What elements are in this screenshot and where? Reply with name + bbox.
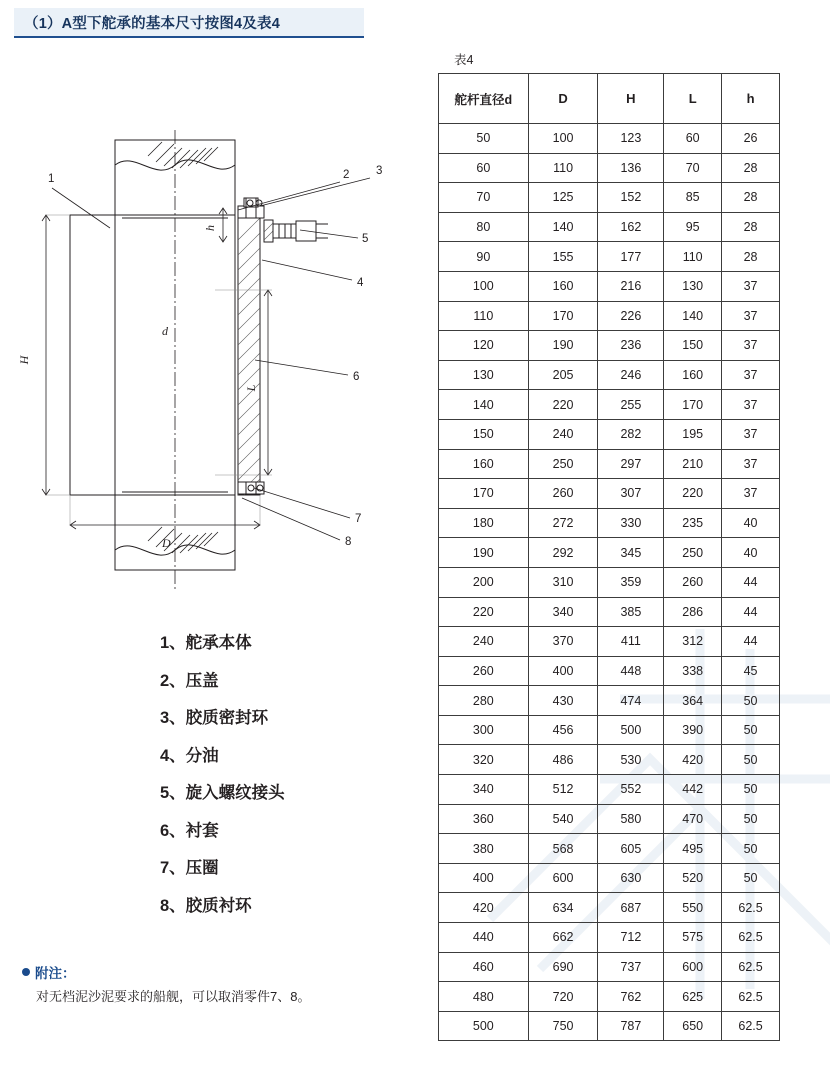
table-cell: 486 xyxy=(528,745,598,775)
table-cell: 540 xyxy=(528,804,598,834)
table-cell: 240 xyxy=(439,627,529,657)
table-cell: 130 xyxy=(439,360,529,390)
table-row xyxy=(439,360,780,390)
table-cell: 520 xyxy=(664,863,722,893)
table-cell: 50 xyxy=(722,686,780,716)
table-cell: 440 xyxy=(439,923,529,953)
table-cell: 150 xyxy=(664,331,722,361)
table-row xyxy=(439,449,780,479)
callout-8: 8 xyxy=(345,536,352,548)
table-cell: 456 xyxy=(528,715,598,745)
column-header-L: L xyxy=(664,74,722,124)
table-cell: 40 xyxy=(722,538,780,568)
table-cell: 205 xyxy=(528,360,598,390)
table-row xyxy=(439,923,780,953)
table-cell: 480 xyxy=(439,982,529,1012)
table-cell: 737 xyxy=(598,952,664,982)
table-cell: 235 xyxy=(664,508,722,538)
table-cell: 530 xyxy=(598,745,664,775)
table-cell: 297 xyxy=(598,449,664,479)
table-row xyxy=(439,567,780,597)
table-cell: 162 xyxy=(598,212,664,242)
table-cell: 605 xyxy=(598,834,664,864)
table-caption: 表4 xyxy=(454,53,474,67)
table-cell: 320 xyxy=(439,745,529,775)
column-header-H: H xyxy=(598,74,664,124)
table-cell: 600 xyxy=(528,863,598,893)
table-cell: 787 xyxy=(598,1011,664,1041)
table-cell: 44 xyxy=(722,627,780,657)
table-row xyxy=(439,893,780,923)
table-cell: 110 xyxy=(439,301,529,331)
table-cell: 26 xyxy=(722,124,780,154)
table-cell: 44 xyxy=(722,567,780,597)
table-cell: 420 xyxy=(664,745,722,775)
table-cell: 37 xyxy=(722,449,780,479)
table-row xyxy=(439,804,780,834)
table-cell: 37 xyxy=(722,301,780,331)
dim-label-L: L xyxy=(244,384,258,392)
table-cell: 37 xyxy=(722,479,780,509)
table-cell: 255 xyxy=(598,390,664,420)
dim-label-D: D xyxy=(162,536,171,550)
table-cell: 220 xyxy=(528,390,598,420)
table-cell: 250 xyxy=(528,449,598,479)
table-cell: 62.5 xyxy=(722,982,780,1012)
table-cell: 662 xyxy=(528,923,598,953)
table-cell: 390 xyxy=(664,715,722,745)
table-cell: 200 xyxy=(439,567,529,597)
table-cell: 95 xyxy=(664,212,722,242)
table-cell: 260 xyxy=(439,656,529,686)
drawing-svg xyxy=(10,120,430,630)
table-cell: 177 xyxy=(598,242,664,272)
table-cell: 150 xyxy=(439,419,529,449)
column-header-h: h xyxy=(722,74,780,124)
table-cell: 634 xyxy=(528,893,598,923)
table-cell: 140 xyxy=(664,301,722,331)
table-cell: 40 xyxy=(722,508,780,538)
table-cell: 210 xyxy=(664,449,722,479)
list-item: 5、旋入螺纹接头 xyxy=(160,784,285,802)
table-cell: 110 xyxy=(664,242,722,272)
table-row xyxy=(439,834,780,864)
callout-6: 6 xyxy=(353,371,360,383)
table-cell: 37 xyxy=(722,419,780,449)
footnote xyxy=(22,962,422,1006)
table-cell: 62.5 xyxy=(722,923,780,953)
table-cell: 460 xyxy=(439,952,529,982)
table-cell: 170 xyxy=(664,390,722,420)
table-cell: 190 xyxy=(528,331,598,361)
callout-3: 3 xyxy=(376,165,383,177)
table-cell: 292 xyxy=(528,538,598,568)
table-cell: 300 xyxy=(439,715,529,745)
table-cell: 62.5 xyxy=(722,893,780,923)
table-cell: 60 xyxy=(439,153,529,183)
table-cell: 286 xyxy=(664,597,722,627)
table-cell: 345 xyxy=(598,538,664,568)
table-cell: 28 xyxy=(722,183,780,213)
table-cell: 385 xyxy=(598,597,664,627)
list-item: 7、压圈 xyxy=(160,859,219,877)
footnote-heading-text: 附注： xyxy=(35,966,76,981)
list-item: 8、胶质衬环 xyxy=(160,896,252,915)
callout-2: 2 xyxy=(343,169,350,181)
table-row xyxy=(439,479,780,509)
table-row xyxy=(439,508,780,538)
dim-label-d: d xyxy=(162,324,168,338)
table-cell: 155 xyxy=(528,242,598,272)
table-row xyxy=(439,271,780,301)
technical-drawing xyxy=(10,120,430,630)
table-cell: 152 xyxy=(598,183,664,213)
table-cell: 575 xyxy=(664,923,722,953)
section-header xyxy=(14,8,364,38)
table-cell: 282 xyxy=(598,419,664,449)
table-cell: 246 xyxy=(598,360,664,390)
table-cell: 580 xyxy=(598,804,664,834)
table-cell: 312 xyxy=(664,627,722,657)
table-row xyxy=(439,390,780,420)
callout-7: 7 xyxy=(355,513,362,525)
table-cell: 120 xyxy=(439,331,529,361)
table-cell: 220 xyxy=(664,479,722,509)
table-cell: 359 xyxy=(598,567,664,597)
table-cell: 140 xyxy=(439,390,529,420)
table-cell: 62.5 xyxy=(722,952,780,982)
table-cell: 226 xyxy=(598,301,664,331)
callout-4: 4 xyxy=(357,277,364,289)
table-row xyxy=(439,242,780,272)
table-cell: 37 xyxy=(722,360,780,390)
table-cell: 28 xyxy=(722,242,780,272)
table-cell: 100 xyxy=(528,124,598,154)
table-cell: 750 xyxy=(528,1011,598,1041)
table-cell: 650 xyxy=(664,1011,722,1041)
table-cell: 474 xyxy=(598,686,664,716)
table-cell: 420 xyxy=(439,893,529,923)
table-row xyxy=(439,982,780,1012)
parts-legend xyxy=(160,635,430,935)
list-item: 1、舵承本体 xyxy=(160,634,252,652)
table-cell: 37 xyxy=(722,390,780,420)
table-cell: 272 xyxy=(528,508,598,538)
column-header-D: D xyxy=(528,74,598,124)
table-cell: 310 xyxy=(528,567,598,597)
table-cell: 160 xyxy=(528,271,598,301)
table-cell: 280 xyxy=(439,686,529,716)
table-cell: 340 xyxy=(439,775,529,805)
table-cell: 411 xyxy=(598,627,664,657)
table-cell: 50 xyxy=(722,775,780,805)
dimensions-table xyxy=(438,73,780,1041)
table-cell: 550 xyxy=(664,893,722,923)
table-cell: 630 xyxy=(598,863,664,893)
table-cell: 360 xyxy=(439,804,529,834)
table-cell: 62.5 xyxy=(722,1011,780,1041)
table-cell: 80 xyxy=(439,212,529,242)
table-row xyxy=(439,212,780,242)
table-cell: 470 xyxy=(664,804,722,834)
table-cell: 600 xyxy=(664,952,722,982)
table-cell: 60 xyxy=(664,124,722,154)
table-cell: 50 xyxy=(722,834,780,864)
table-cell: 28 xyxy=(722,212,780,242)
table-cell: 45 xyxy=(722,656,780,686)
table-cell: 50 xyxy=(439,124,529,154)
table-row xyxy=(439,183,780,213)
table-cell: 50 xyxy=(722,863,780,893)
table-cell: 370 xyxy=(528,627,598,657)
table-cell: 170 xyxy=(439,479,529,509)
table-cell: 240 xyxy=(528,419,598,449)
table-cell: 123 xyxy=(598,124,664,154)
table-cell: 37 xyxy=(722,331,780,361)
table-row xyxy=(439,301,780,331)
table-cell: 552 xyxy=(598,775,664,805)
dimensions-table-block xyxy=(432,50,822,1041)
list-item: 2、压盖 xyxy=(160,671,219,690)
callout-5: 5 xyxy=(362,233,369,245)
table-row xyxy=(439,952,780,982)
table-row xyxy=(439,419,780,449)
table-row xyxy=(439,1011,780,1041)
table-cell: 712 xyxy=(598,923,664,953)
table-cell: 50 xyxy=(722,715,780,745)
table-cell: 400 xyxy=(439,863,529,893)
table-cell: 160 xyxy=(439,449,529,479)
table-cell: 190 xyxy=(439,538,529,568)
table-cell: 140 xyxy=(528,212,598,242)
table-cell: 216 xyxy=(598,271,664,301)
table-cell: 44 xyxy=(722,597,780,627)
list-item: 3、胶质密封环 xyxy=(160,709,269,727)
table-cell: 50 xyxy=(722,804,780,834)
table-row xyxy=(439,863,780,893)
table-cell: 100 xyxy=(439,271,529,301)
table-cell: 136 xyxy=(598,153,664,183)
table-row xyxy=(439,775,780,805)
table-cell: 720 xyxy=(528,982,598,1012)
table-cell: 687 xyxy=(598,893,664,923)
table-row xyxy=(439,124,780,154)
footnote-heading xyxy=(22,962,422,982)
table-row xyxy=(439,153,780,183)
table-cell: 380 xyxy=(439,834,529,864)
table-cell: 495 xyxy=(664,834,722,864)
dim-label-H: H xyxy=(17,355,31,365)
table-cell: 90 xyxy=(439,242,529,272)
table-cell: 85 xyxy=(664,183,722,213)
table-cell: 260 xyxy=(664,567,722,597)
table-row xyxy=(439,627,780,657)
table-cell: 500 xyxy=(439,1011,529,1041)
table-cell: 512 xyxy=(528,775,598,805)
table-cell: 37 xyxy=(722,271,780,301)
table-cell: 330 xyxy=(598,508,664,538)
bullet-icon xyxy=(22,968,30,976)
table-cell: 568 xyxy=(528,834,598,864)
table-header-row xyxy=(439,74,780,124)
column-header-d: 舵杆直径d xyxy=(439,74,529,124)
table-cell: 160 xyxy=(664,360,722,390)
table-row xyxy=(439,745,780,775)
table-cell: 220 xyxy=(439,597,529,627)
table-cell: 125 xyxy=(528,183,598,213)
list-item: 4、分油 xyxy=(160,746,219,765)
table-cell: 236 xyxy=(598,331,664,361)
list-item: 6、衬套 xyxy=(160,821,219,840)
table-cell: 260 xyxy=(528,479,598,509)
table-cell: 364 xyxy=(664,686,722,716)
table-row xyxy=(439,686,780,716)
table-cell: 625 xyxy=(664,982,722,1012)
table-row xyxy=(439,538,780,568)
callout-1: 1 xyxy=(48,173,55,185)
table-row xyxy=(439,656,780,686)
page-title: （1）A型下舵承的基本尺寸按图4及表4 xyxy=(24,15,280,32)
footnote-body: 对无档泥沙泥要求的船舰，可以取消零件7、8。 xyxy=(36,989,311,1004)
table-cell: 130 xyxy=(664,271,722,301)
table-cell: 442 xyxy=(664,775,722,805)
table-cell: 170 xyxy=(528,301,598,331)
table-cell: 340 xyxy=(528,597,598,627)
table-cell: 307 xyxy=(598,479,664,509)
table-cell: 430 xyxy=(528,686,598,716)
table-cell: 500 xyxy=(598,715,664,745)
table-row xyxy=(439,715,780,745)
table-cell: 195 xyxy=(664,419,722,449)
table-cell: 250 xyxy=(664,538,722,568)
table-cell: 180 xyxy=(439,508,529,538)
table-cell: 762 xyxy=(598,982,664,1012)
table-cell: 338 xyxy=(664,656,722,686)
table-cell: 50 xyxy=(722,745,780,775)
table-cell: 400 xyxy=(528,656,598,686)
table-cell: 70 xyxy=(664,153,722,183)
table-row xyxy=(439,597,780,627)
table-cell: 28 xyxy=(722,153,780,183)
table-cell: 110 xyxy=(528,153,598,183)
table-cell: 70 xyxy=(439,183,529,213)
table-row xyxy=(439,331,780,361)
table-cell: 448 xyxy=(598,656,664,686)
table-cell: 690 xyxy=(528,952,598,982)
dim-label-h: h xyxy=(203,225,217,231)
